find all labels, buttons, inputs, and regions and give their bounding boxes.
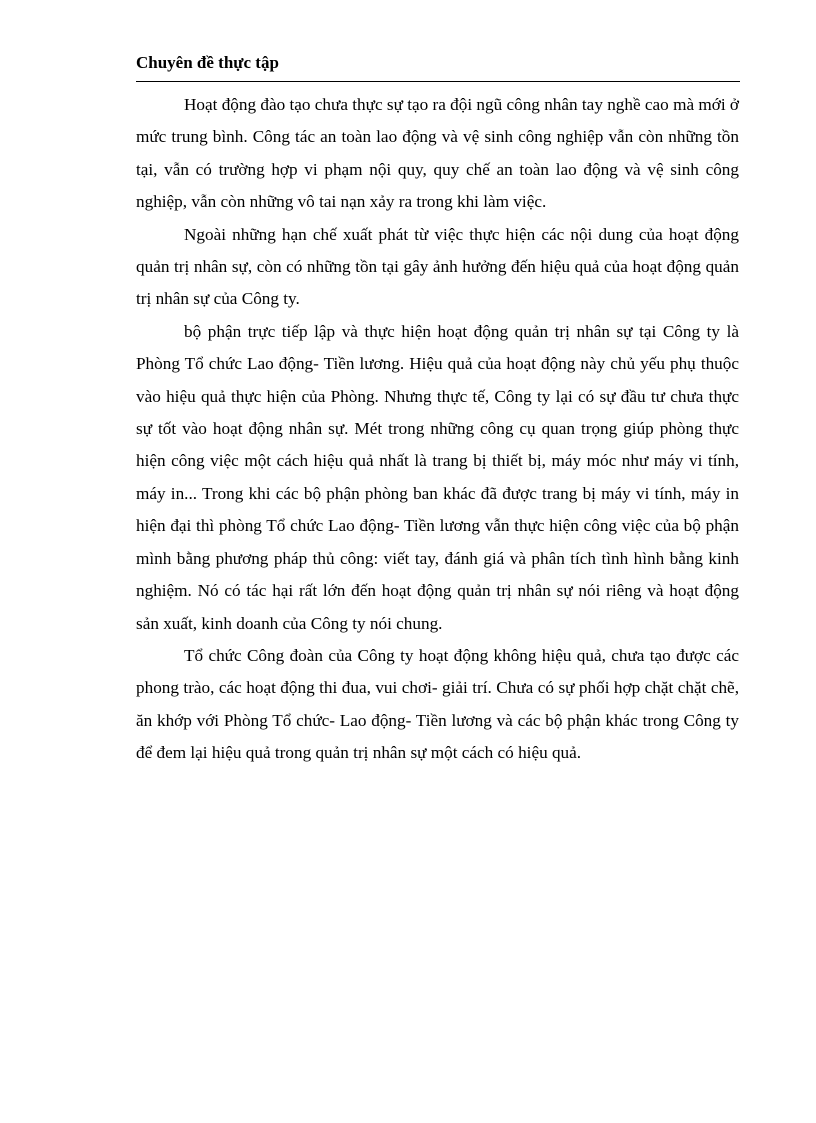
document-body — [136, 89, 739, 770]
paragraph-1: Hoạt động đào tạo chưa thực sự tạo ra đội ngũ công nhân tay nghề cao mà mới ở mức trung bình. Công tác an toàn lao động và vệ sinh công nghiệp vẫn còn những tồn tại, vẫn có trường hợp vi phạm nội quy, quy chế an toàn lao động và vệ sinh công nghiệp, vẫn còn những vô tai nạn xảy ra trong khi làm việc. — [136, 95, 739, 212]
header-title: Chuyên đề thực tập — [136, 53, 279, 72]
paragraph-4: Tổ chức Công đoàn của Công ty hoạt động không hiệu quả, chưa tạo được các phong trào, các hoạt động thi đua, vui chơi- giải trí. Chưa có sự phối hợp chặt chặt chẽ, ăn khớp với Phòng Tổ chức- Lao động- Tiền lương và các bộ phận khác trong Công ty để đem lại hiệu quả trong quản trị nhân sự một cách có hiệu quả. — [136, 645, 739, 763]
paragraph-3: bộ phận trực tiếp lập và thực hiện hoạt động quản trị nhân sự tại Công ty là Phòng Tổ chức Lao động- Tiền lương. Hiệu quả của hoạt động này chủ yếu phụ thuộc vào hiệu quả thực hiện của Phòng. Nhưng thực tế, Công ty lại có sự đầu tư chưa thực sự tốt vào hoạt động nhân sự. Mét trong những công cụ quan trọng giúp phòng thực hiện công việc một cách hiệu quả nhất là trang bị thiết bị, máy móc như máy vi tính, máy in... Trong khi các bộ phận phòng ban khác đã được trang bị máy vi tính, máy in hiện đại thì phòng Tổ chức Lao động- Tiền lương vẫn thực hiện công việc của bộ phận mình bằng phương pháp thủ công: viết tay, đánh giá và phân tích tình hình bằng kinh nghiệm. Nó có tác hại rất lớn đến hoạt động quản trị nhân sự nói riêng và hoạt động sản xuất, kinh doanh của Công ty nói chung. — [136, 321, 739, 633]
header-divider — [136, 81, 740, 82]
page-header — [136, 52, 740, 82]
paragraph-2: Ngoài những hạn chế xuất phát từ việc thực hiện các nội dung của hoạt động quản trị nhân sự, còn có những tồn tại gây ảnh hưởng đến hiệu quả của hoạt động quản trị nhân sự của Công ty. — [136, 224, 739, 309]
